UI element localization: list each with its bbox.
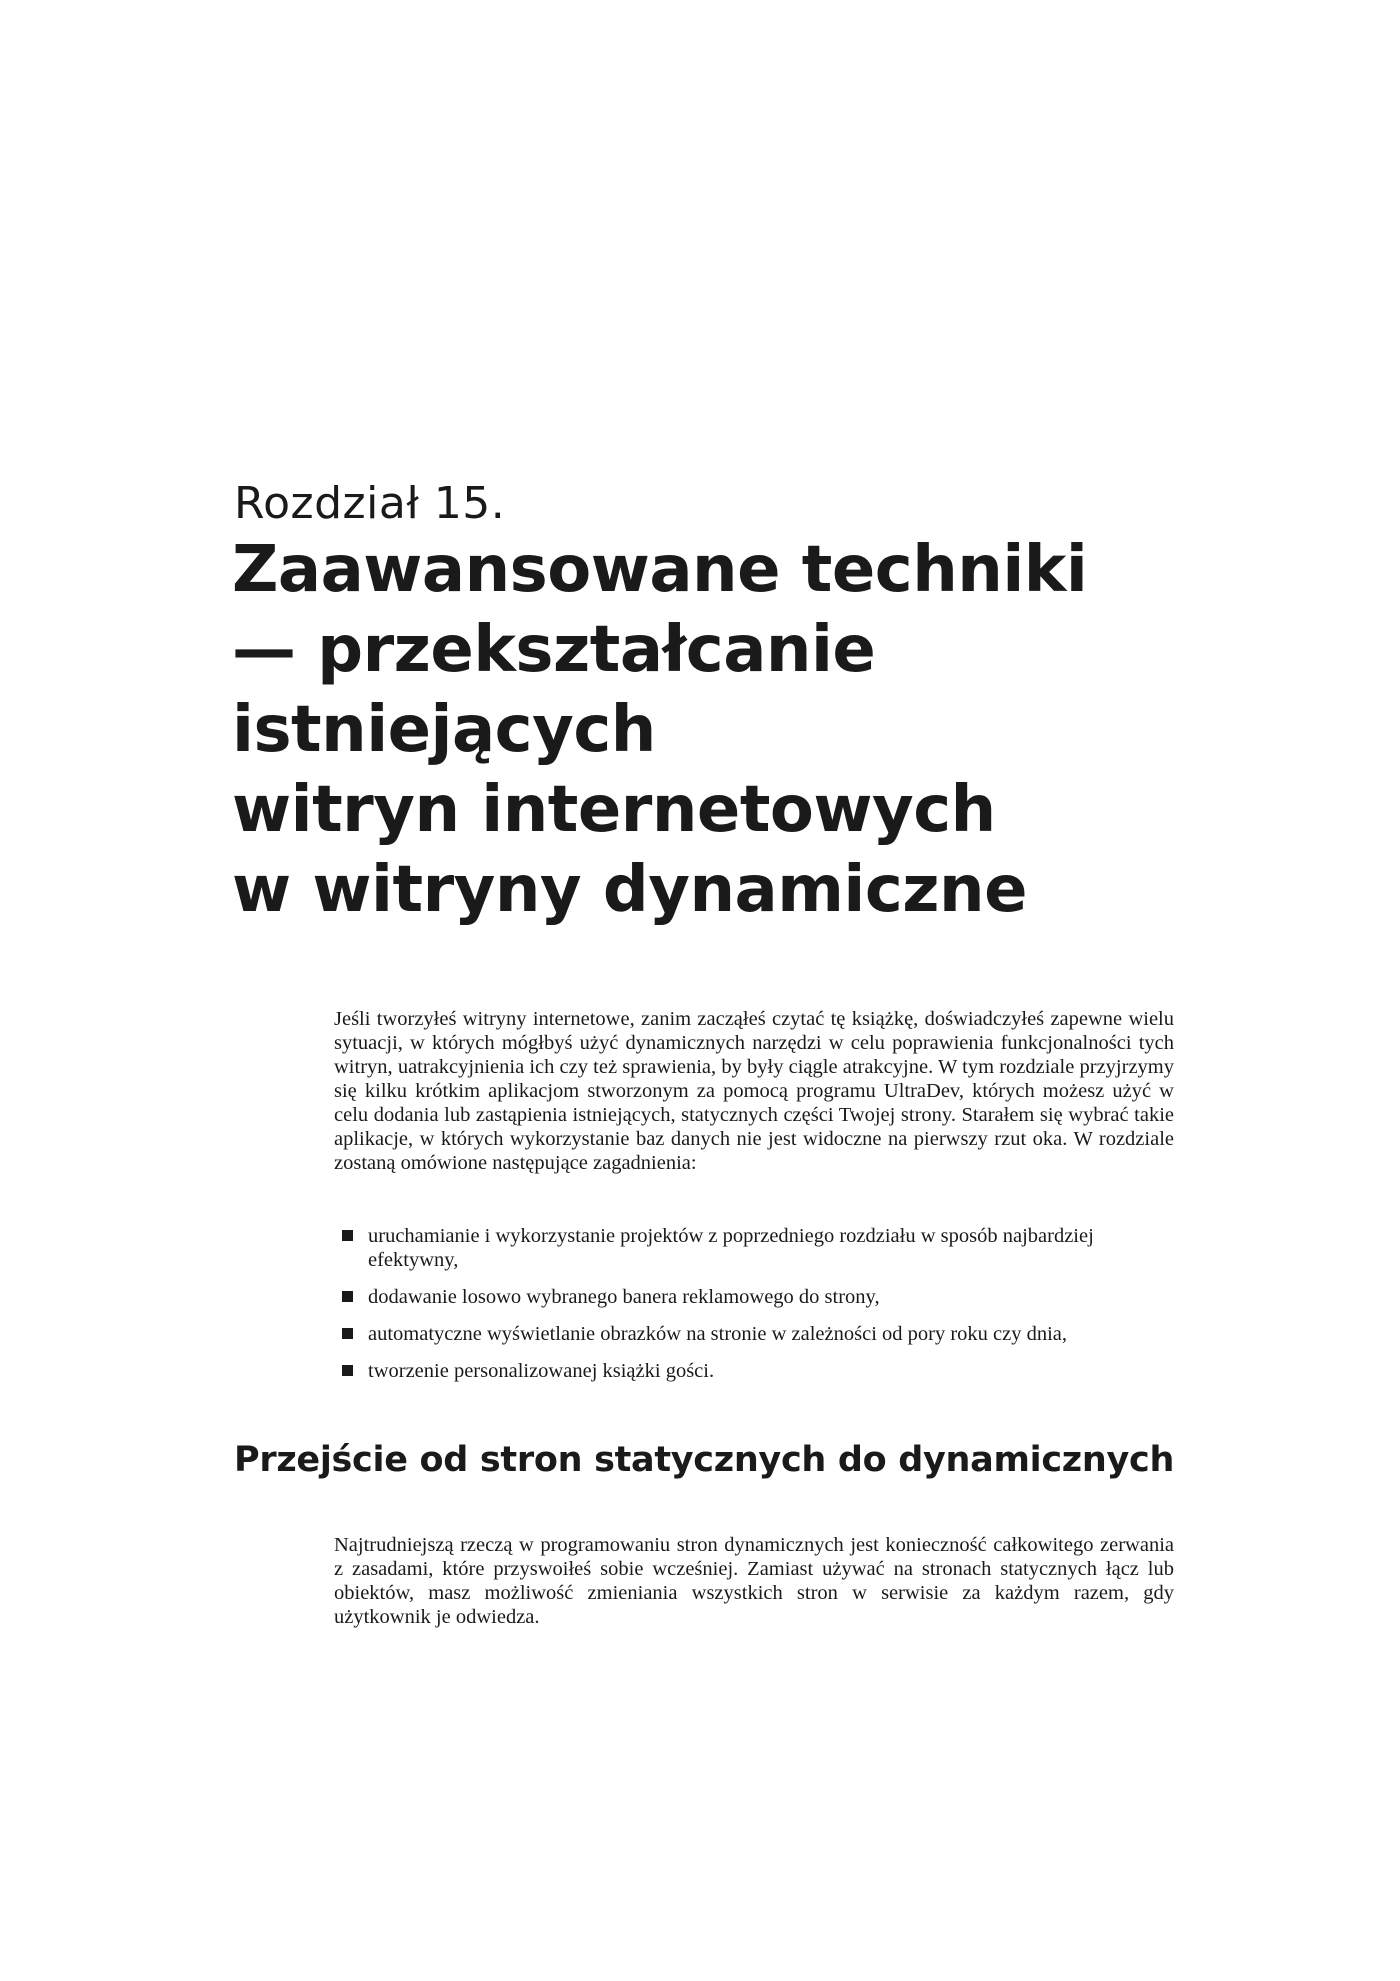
- section-paragraph: Najtrudniejszą rzeczą w programowaniu stron dynamicznych jest konieczność całkowitego zerwania z zasadami, które przyswoiłeś sobie wcześniej. Zamiast używać na stronach statycznych łącz lub obiektów, masz możliwość zmieniania wszystkich stron w serwisie za każdym razem, gdy użytkownik je odwiedza.: [334, 1533, 1174, 1628]
- chapter-title-line: witryn internetowych: [232, 773, 996, 847]
- square-bullet-icon: [342, 1328, 353, 1339]
- topics-list: [334, 1224, 1174, 1396]
- chapter-title-line: — przekształcanie: [232, 613, 876, 687]
- chapter-label: Rozdział 15.: [234, 478, 506, 529]
- list-item-text: tworzenie personalizowanej książki gości.: [368, 1360, 715, 1382]
- chapter-title-line: w witryny dynamiczne: [232, 853, 1027, 927]
- square-bullet-icon: [342, 1365, 353, 1376]
- list-item-text: uruchamianie i wykorzystanie projektów z poprzedniego rozdziału w sposób najbardziej efektywny,: [368, 1225, 1094, 1271]
- list-item-text: automatyczne wyświetlanie obrazków na stronie w zależności od pory roku czy dnia,: [368, 1323, 1068, 1345]
- chapter-title: [232, 530, 1232, 930]
- chapter-title-line: Zaawansowane techniki: [232, 533, 1088, 607]
- list-item: [334, 1285, 1174, 1309]
- intro-paragraph: Jeśli tworzyłeś witryny internetowe, zanim zacząłeś czytać tę książkę, doświadczyłeś zapewne wielu sytuacji, w których mógłbyś użyć dynamicznych narzędzi w celu poprawienia funkcjonalności tych witryn, uatrakcyjnienia ich czy też sprawienia, by były ciągle atrakcyjne. W tym rozdziale przyjrzymy się kilku krótkim aplikacjom stworzonym za pomocą programu UltraDev, których możesz użyć w celu dodania lub zastąpienia istniejących, statycznych części Twojej strony. Starałem się wybrać takie aplikacje, w których wykorzystanie baz danych nie jest widoczne na pierwszy rzut oka. W rozdziale zostaną omówione następujące zagadnienia:: [334, 1007, 1174, 1174]
- section-heading: Przejście od stron statycznych do dynamicznych: [234, 1440, 1175, 1480]
- list-item: [334, 1322, 1174, 1346]
- list-item: [334, 1359, 1174, 1383]
- square-bullet-icon: [342, 1230, 353, 1241]
- square-bullet-icon: [342, 1291, 353, 1302]
- chapter-title-line: istniejących: [232, 693, 656, 767]
- list-item-text: dodawanie losowo wybranego banera reklamowego do strony,: [368, 1286, 880, 1308]
- list-item: [334, 1224, 1174, 1272]
